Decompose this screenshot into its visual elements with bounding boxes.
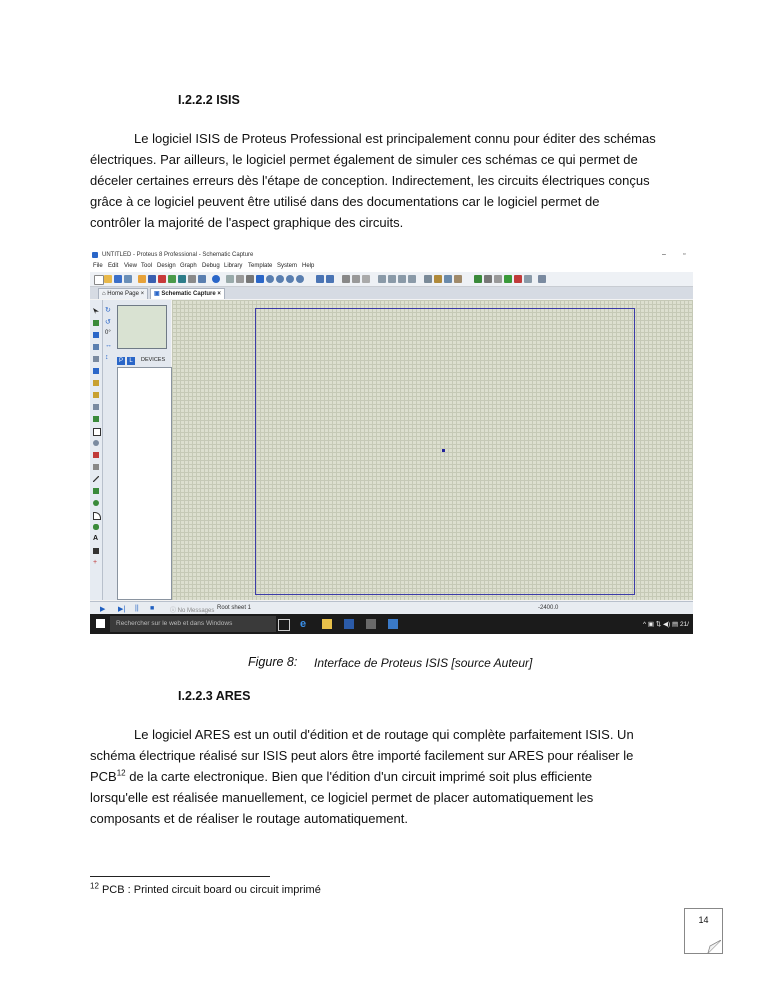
sheet-indicator: Root sheet 1: [217, 605, 252, 611]
terminals-mode-icon[interactable]: [93, 392, 99, 398]
pause-icon[interactable]: ||: [135, 605, 139, 612]
footnote-text: PCB : Printed circuit board ou circuit imprimé: [98, 884, 321, 896]
origin-marker: [442, 449, 445, 452]
cursor-coordinate: -2400.0: [538, 605, 559, 611]
footnote-ref[interactable]: 12: [116, 768, 126, 778]
figure-caption-text: Interface de Proteus ISIS [source Auteur]: [314, 656, 533, 670]
tab-schematic-capture[interactable]: ▣ Schematic Capture ×: [150, 288, 225, 299]
zoom-in-icon[interactable]: [266, 275, 274, 283]
menu-help[interactable]: Help: [302, 263, 315, 269]
menu-edit[interactable]: Edit: [108, 263, 119, 269]
pan-icon[interactable]: [256, 275, 264, 283]
block-rotate-icon[interactable]: [398, 275, 406, 283]
gerber-icon[interactable]: [178, 275, 186, 283]
save-icon[interactable]: [114, 275, 122, 283]
proteus-screenshot: [90, 250, 693, 634]
device-pins-mode-icon[interactable]: [93, 404, 99, 410]
grid-icon[interactable]: [236, 275, 244, 283]
property-assignment-icon[interactable]: [494, 275, 502, 283]
window-title: UNTITLED - Proteus 8 Professional - Schematic Capture: [102, 252, 254, 258]
paste-icon[interactable]: [362, 275, 370, 283]
menu-debug[interactable]: Debug: [202, 263, 220, 269]
menu-library[interactable]: Library: [224, 263, 243, 269]
taskbar-search[interactable]: Rechercher sur le web et dans Windows: [110, 616, 276, 632]
close-icon[interactable]: [124, 275, 132, 283]
circle-tool-icon[interactable]: [93, 500, 99, 506]
rotate-ccw-icon[interactable]: ↺: [105, 319, 111, 326]
menu-file[interactable]: File: [93, 263, 103, 269]
make-device-icon[interactable]: [434, 275, 442, 283]
mirror-x-icon[interactable]: ↔: [105, 342, 112, 349]
page-number: 14: [698, 915, 709, 925]
play-icon[interactable]: ▶: [100, 606, 106, 613]
word-icon[interactable]: [344, 619, 354, 629]
tab-bar: [90, 287, 693, 299]
file-explorer-icon[interactable]: [322, 619, 332, 629]
open-icon[interactable]: [104, 275, 112, 283]
stop-icon[interactable]: ■: [150, 605, 155, 612]
section-heading-isis: I.2.2.2 ISIS: [178, 93, 240, 107]
marker-tool-icon[interactable]: +: [93, 559, 98, 566]
menu-design[interactable]: Design: [157, 263, 176, 269]
packaging-icon[interactable]: [444, 275, 452, 283]
paragraph-line: composants et de réaliser le routage automatiquement.: [90, 811, 408, 826]
new-sheet-icon[interactable]: [504, 275, 512, 283]
paragraph-isis: [90, 128, 675, 233]
mode-toolbar: [90, 300, 103, 600]
menu-system[interactable]: System: [277, 263, 298, 269]
junction-mode-icon[interactable]: [93, 332, 99, 338]
graph-mode-icon[interactable]: [93, 416, 99, 422]
wire-label-mode-icon[interactable]: [93, 344, 99, 350]
app-icon: [92, 252, 98, 258]
block-copy-icon[interactable]: [378, 275, 386, 283]
box-tool-icon[interactable]: [93, 488, 99, 494]
paragraph-line: Le logiciel ARES est un outil d'édition et de routage qui complète parfaitement ISIS. Un: [134, 727, 634, 742]
component-mode-icon[interactable]: [93, 320, 99, 326]
origin-icon[interactable]: [246, 275, 254, 283]
copy-icon[interactable]: [352, 275, 360, 283]
text-script-mode-icon[interactable]: [93, 356, 99, 362]
paragraph-line: PCB$^{12}$ de la carte electronique. Bien que l'édition d'un circuit imprimé soit plus efficiente: [90, 768, 593, 784]
menu-template[interactable]: Template: [248, 263, 273, 269]
tab-label: Home Page: [107, 291, 139, 297]
remove-sheet-icon[interactable]: [514, 275, 522, 283]
page-fold-icon: [704, 940, 721, 953]
redo-icon[interactable]: [326, 275, 334, 283]
tab-label: Schematic Capture: [161, 291, 216, 297]
search-icon[interactable]: [484, 275, 492, 283]
block-move-icon[interactable]: [388, 275, 396, 283]
bom-icon[interactable]: [198, 275, 206, 283]
menu-view[interactable]: View: [124, 263, 137, 269]
restore-icon[interactable]: ▫: [683, 251, 686, 258]
footnote-separator: [90, 876, 270, 877]
menu-graph[interactable]: Graph: [180, 263, 197, 269]
wire-autorouter-icon[interactable]: [474, 275, 482, 283]
step-icon[interactable]: ▶|: [118, 606, 126, 613]
schematic-canvas[interactable]: [172, 300, 693, 600]
block-delete-icon[interactable]: [408, 275, 416, 283]
menu-tool[interactable]: Tool: [141, 263, 153, 269]
footnote: [90, 881, 321, 896]
paragraph-line: grâce à ce logiciel peuvent être utilisé dans des documentations car le logiciel permet de: [90, 194, 600, 209]
subcircuit-mode-icon[interactable]: [93, 380, 99, 386]
zoom-area-icon[interactable]: [296, 275, 304, 283]
message-count: ⓘ No Messages: [170, 608, 215, 614]
line-tool-icon[interactable]: [93, 476, 99, 482]
symbol-tool-icon[interactable]: [93, 548, 99, 554]
rotate-cw-icon[interactable]: ↻: [105, 307, 111, 314]
schematic-icon: ▣: [154, 291, 162, 297]
paragraph-line: schéma électrique réalisé sur ISIS peut alors être importé facilement sur ARES pour réaliser le: [90, 748, 634, 763]
status-bar: [90, 601, 693, 615]
system-tray: ^ ▣ ⇅ ◀) ▤ 21/: [642, 621, 689, 628]
toolbar: [90, 272, 693, 287]
proteus-taskbar-icon[interactable]: [366, 619, 376, 629]
pick-devices-button[interactable]: P: [118, 358, 123, 364]
minimize-icon[interactable]: –: [662, 251, 666, 258]
paragraph-line: Le logiciel ISIS de Proteus Professional est principalement connu pour éditer des schémas: [134, 131, 656, 146]
generator-mode-icon[interactable]: [93, 440, 99, 446]
arc-tool-icon[interactable]: [93, 512, 101, 520]
tape-recorder-icon[interactable]: [93, 428, 101, 436]
exit-to-parent-icon[interactable]: [524, 275, 532, 283]
new-icon[interactable]: [94, 275, 104, 285]
devices-list[interactable]: [117, 367, 172, 600]
footnote-number: 12: [90, 881, 99, 891]
decompose-icon[interactable]: [454, 275, 462, 283]
section-heading-ares: I.2.2.3 ARES: [178, 689, 251, 703]
schematic-icon[interactable]: [148, 275, 156, 283]
help-icon[interactable]: [212, 275, 220, 283]
angle-icon[interactable]: 0°: [105, 330, 111, 336]
text-tool-icon[interactable]: A: [93, 535, 99, 542]
task-view-icon[interactable]: [278, 619, 290, 631]
mirror-y-icon[interactable]: ↕: [105, 354, 109, 361]
tray-time: 21/: [679, 621, 689, 628]
selection-mode-icon[interactable]: [93, 308, 99, 314]
design-explorer-icon[interactable]: [188, 275, 196, 283]
sheet-border: [255, 308, 635, 595]
probe-mode-icon[interactable]: [93, 452, 99, 458]
figure-caption-label: Figure 8:: [248, 655, 298, 669]
image-viewer-icon[interactable]: [388, 619, 398, 629]
zoom-all-icon[interactable]: [286, 275, 294, 283]
home-icon[interactable]: [138, 275, 146, 283]
instruments-mode-icon[interactable]: [93, 464, 99, 470]
path-tool-icon[interactable]: [93, 524, 99, 530]
buses-mode-icon[interactable]: [93, 368, 99, 374]
tab-home-page[interactable]: ⌂ Home Page ×: [98, 288, 148, 299]
object-selector-panel: [103, 300, 171, 600]
devices-header: DEVICES: [141, 357, 166, 363]
edge-icon[interactable]: e: [300, 618, 307, 630]
refresh-icon[interactable]: [226, 275, 234, 283]
paragraph-line: contrôler la majorité de l'aspect graphique des circuits.: [90, 215, 404, 230]
3d-icon[interactable]: [168, 275, 176, 283]
window-titlebar: [90, 250, 693, 261]
zoom-out-icon[interactable]: [276, 275, 284, 283]
windows-taskbar: [90, 614, 693, 634]
windows-start-icon[interactable]: [96, 619, 105, 628]
overview-window[interactable]: [117, 305, 167, 349]
paragraph-line: électriques. Par ailleurs, le logiciel permet également de simuler ces schémas ce qui permet de: [90, 152, 638, 167]
pick-device-icon[interactable]: [424, 275, 432, 283]
cut-icon[interactable]: [342, 275, 350, 283]
paragraph-ares: [90, 724, 675, 829]
paragraph-line: lorsqu'elle est réalisée manuellement, ce logiciel permet de placer automatiquement les: [90, 790, 594, 805]
paragraph-line: déceler certaines erreurs dès l'étape de conception. Indirectement, les circuits électriques conçus: [90, 173, 650, 188]
home-icon: ⌂: [102, 291, 108, 297]
pcb-icon[interactable]: [158, 275, 166, 283]
netlist-icon[interactable]: [538, 275, 546, 283]
library-manager-button[interactable]: L: [127, 357, 135, 365]
undo-icon[interactable]: [316, 275, 324, 283]
menu-bar: [90, 261, 693, 272]
